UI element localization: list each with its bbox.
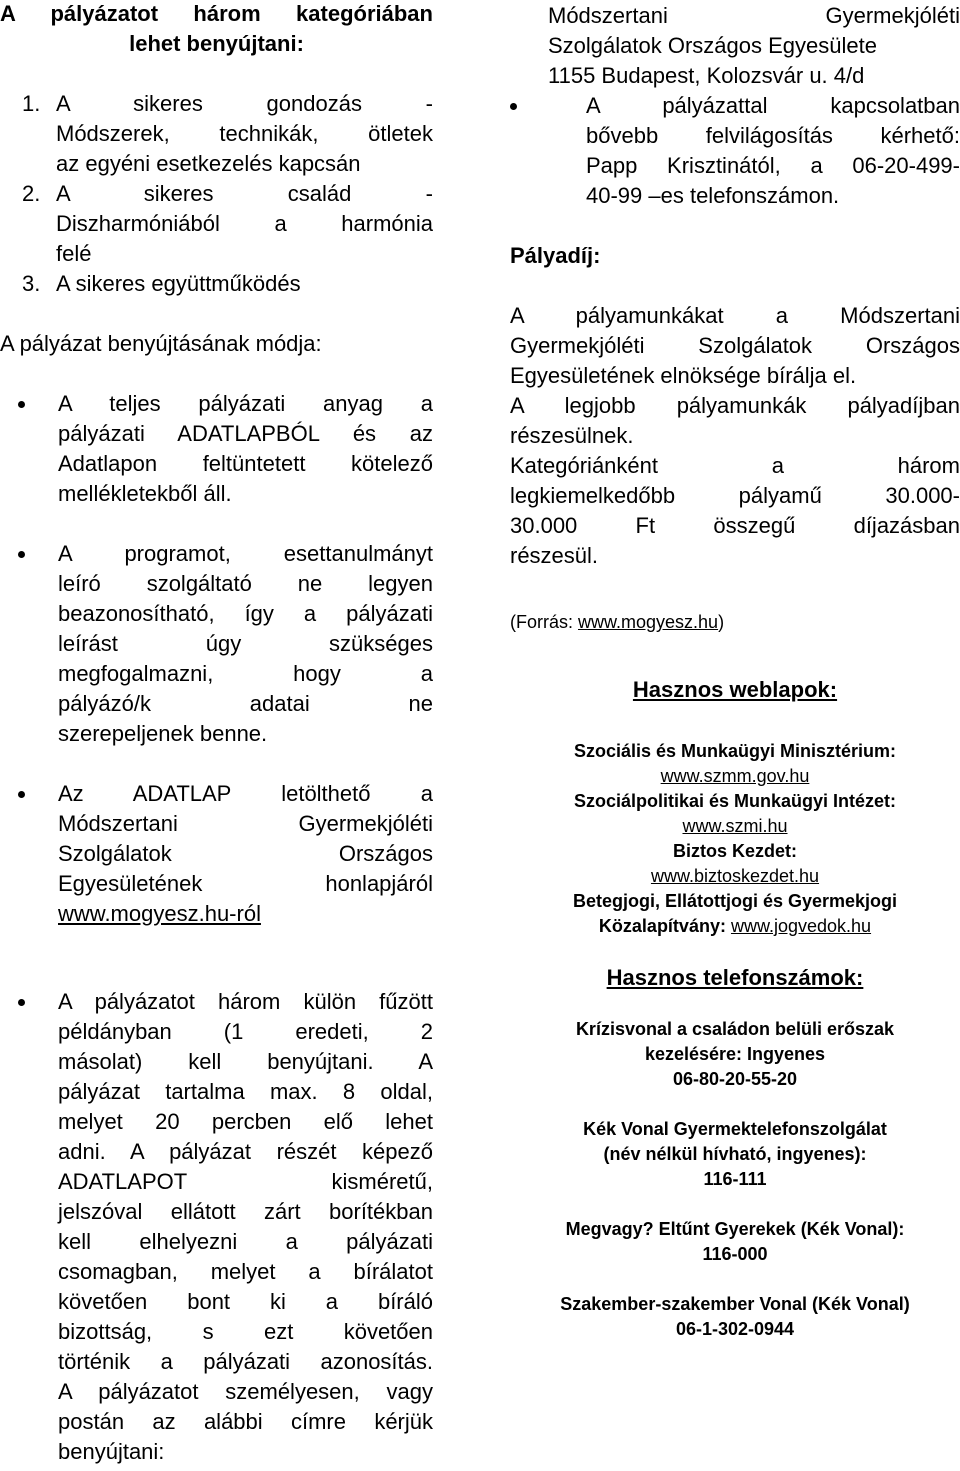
fee-line: Gyermekjóléti Szolgálatok Országos: [510, 333, 960, 358]
bullet-item: [0, 987, 433, 1467]
category-number: 2.: [22, 181, 41, 206]
fee-line: részesül.: [510, 543, 599, 568]
bullet-line: kell elhelyezni a pályázati: [58, 1229, 433, 1254]
bullet-line: bizottság, s ezt követően: [58, 1319, 433, 1344]
phone-entry: [510, 1117, 960, 1192]
category-item-1: [0, 89, 433, 179]
category-item-2: [0, 179, 433, 269]
category-number: 1.: [22, 91, 41, 116]
fee-line: 30.000 Ft összegű díjazásban: [510, 513, 960, 538]
bullet-line: A teljes pályázati anyag a: [58, 391, 433, 416]
right-column: [510, 0, 960, 1342]
bullet-line: A pályázatot három külön fűzött: [58, 989, 433, 1014]
bullet-line: pályázó/k adatai ne: [58, 691, 433, 716]
bullet-line: mellékletekből áll.: [58, 481, 232, 506]
fee-heading: Pályadíj:: [510, 243, 601, 268]
web-list: [510, 739, 960, 939]
web-heading: Hasznos weblapok:: [632, 677, 838, 702]
phone-label: kezelésére: Ingyenes: [644, 1044, 826, 1064]
category-title: A sikeres család -: [56, 181, 433, 206]
method-list: [0, 389, 433, 1467]
bullet-line: beazonosítható, így a pályázati: [58, 601, 433, 626]
categories-heading: [0, 0, 433, 59]
source-note: [510, 610, 960, 635]
address-line: Szolgálatok Országos Egyesülete: [548, 33, 877, 58]
category-title: A sikeres együttműködés: [56, 271, 301, 296]
web-link[interactable]: www.szmm.gov.hu: [660, 766, 810, 786]
web-label: Közalapítvány:: [598, 916, 726, 936]
web-link[interactable]: www.szmi.hu: [682, 816, 788, 836]
phone-entry: [510, 1017, 960, 1092]
info-line: A pályázattal kapcsolatban: [586, 93, 960, 118]
bullet-line: szerepeljenek benne.: [58, 721, 268, 746]
bullet-line: Módszertani Gyermekjóléti: [58, 811, 433, 836]
address-line: Módszertani Gyermekjóléti: [548, 3, 960, 28]
bullet-line: pályázati ADATLAPBÓL és az: [58, 421, 433, 446]
info-list: [510, 91, 960, 211]
category-item-3: [0, 269, 433, 299]
bullet-line: A programot, esettanulmányt: [58, 541, 433, 566]
phone-label: (név nélkül hívható, ingyenes):: [603, 1144, 867, 1164]
phone-number: 116-000: [702, 1244, 768, 1264]
bullet-icon: [18, 999, 25, 1006]
fee-line: A legjobb pályamunkák pályadíjban: [510, 393, 960, 418]
phone-label: Krízisvonal a családon belüli erőszak: [575, 1019, 895, 1039]
category-text: Módszerek, technikák, ötletek: [56, 121, 433, 146]
info-line: Papp Krisztinától, a 06-20-499-: [586, 153, 960, 178]
bullet-line: történik a pályázati azonosítás.: [58, 1349, 433, 1374]
phone-list: [510, 1017, 960, 1342]
source-link[interactable]: www.mogyesz.hu: [578, 612, 719, 632]
bullet-line: postán az alábbi címre kérjük: [58, 1409, 433, 1434]
bullet-line: ADATLAPOT kisméretű,: [58, 1169, 433, 1194]
info-line: bővebb felvilágosítás kérhető:: [586, 123, 960, 148]
bullet-line: Szolgálatok Országos: [58, 841, 433, 866]
bullet-line: jelszóval ellátott zárt borítékban: [58, 1199, 433, 1224]
bullet-line: csomagban, melyet a bírálatot: [58, 1259, 433, 1284]
phone-label: Szakember-szakember Vonal (Kék Vonal): [560, 1294, 910, 1314]
info-bullet: [510, 91, 960, 211]
category-text: Diszharmóniából a harmónia: [56, 211, 433, 236]
bullet-line: Az ADATLAP letölthető a: [58, 781, 433, 806]
bullet-icon: [18, 791, 25, 798]
bullet-item: [0, 539, 433, 749]
phone-label: Kék Vonal Gyermektelefonszolgálat: [583, 1119, 887, 1139]
category-title: A sikeres gondozás -: [56, 91, 433, 116]
address-line: 1155 Budapest, Kolozsvár u. 4/d: [548, 63, 865, 88]
address-block: [548, 1, 960, 91]
phone-label: Megvagy? Eltűnt Gyerekek (Kék Vonal):: [565, 1219, 905, 1239]
phone-number: 06-80-20-55-20: [672, 1069, 798, 1089]
bullet-line: adni. A pályázat részét képező: [58, 1139, 433, 1164]
bullet-line: pályázat tartalma max. 8 oldal,: [58, 1079, 433, 1104]
categories-heading-line2: lehet benyújtani:: [129, 31, 304, 56]
fee-text: [510, 301, 960, 571]
fee-line: részesülnek.: [510, 423, 634, 448]
bullet-item: [0, 779, 433, 929]
fee-line: Kategóriánként a három: [510, 453, 960, 478]
source-prefix: (Forrás:: [510, 612, 579, 632]
web-label: Biztos Kezdet:: [672, 841, 797, 861]
phone-heading: Hasznos telefonszámok:: [606, 965, 864, 990]
fee-line: legkiemelkedőbb pályamű 30.000-: [510, 483, 960, 508]
web-label: Betegjogi, Ellátottjogi és Gyermekjogi: [572, 891, 898, 911]
fee-line: Egyesületének elnöksége bírálja el.: [510, 363, 857, 388]
mogyesz-link[interactable]: www.mogyesz.hu-ról: [58, 901, 261, 926]
category-text: az egyéni esetkezelés kapcsán: [56, 151, 361, 176]
source-suffix: ): [718, 612, 725, 632]
bullet-icon: [18, 551, 25, 558]
phone-entry: [510, 1292, 960, 1342]
bullet-icon: [18, 401, 25, 408]
bullet-line: [58, 899, 433, 929]
bullet-line: benyújtani:: [58, 1439, 165, 1464]
category-number: 3.: [22, 271, 41, 296]
bullet-item: [0, 389, 433, 509]
bullet-line: másolat) kell benyújtani. A: [58, 1049, 433, 1074]
bullet-line: követően bont ki a bíráló: [58, 1289, 433, 1314]
category-text: felé: [56, 241, 92, 266]
bullet-line: leíró szolgáltató ne legyen: [58, 571, 433, 596]
web-link[interactable]: www.biztoskezdet.hu: [650, 866, 820, 886]
bullet-line: példányban (1 eredeti, 2: [58, 1019, 433, 1044]
bullet-line: A pályázatot személyesen, vagy: [58, 1379, 433, 1404]
info-line: 40-99 –es telefonszámon.: [586, 183, 840, 208]
bullet-line: Egyesületének honlapjáról: [58, 871, 433, 896]
phone-number: 06-1-302-0944: [675, 1319, 795, 1339]
categories-heading-line1: A pályázatot három kategóriában: [0, 1, 433, 26]
fee-line: A pályamunkákat a Módszertani: [510, 303, 960, 328]
category-list: [0, 89, 433, 299]
bullet-line: Adatlapon feltüntetett kötelező: [58, 451, 433, 476]
phone-number: 116-111: [703, 1169, 767, 1189]
bullet-icon: [510, 103, 517, 110]
web-link[interactable]: www.jogvedok.hu: [730, 916, 872, 936]
bullet-line: megfogalmazni, hogy a: [58, 661, 433, 686]
web-label: Szociális és Munkaügyi Minisztérium:: [573, 741, 897, 761]
left-column: [0, 0, 433, 1467]
web-label: Szociálpolitikai és Munkaügyi Intézet:: [573, 791, 897, 811]
method-heading: A pályázat benyújtásának módja:: [0, 331, 322, 356]
bullet-line: leírást úgy szükséges: [58, 631, 433, 656]
phone-entry: [510, 1217, 960, 1267]
bullet-line: melyet 20 percben elő lehet: [58, 1109, 433, 1134]
